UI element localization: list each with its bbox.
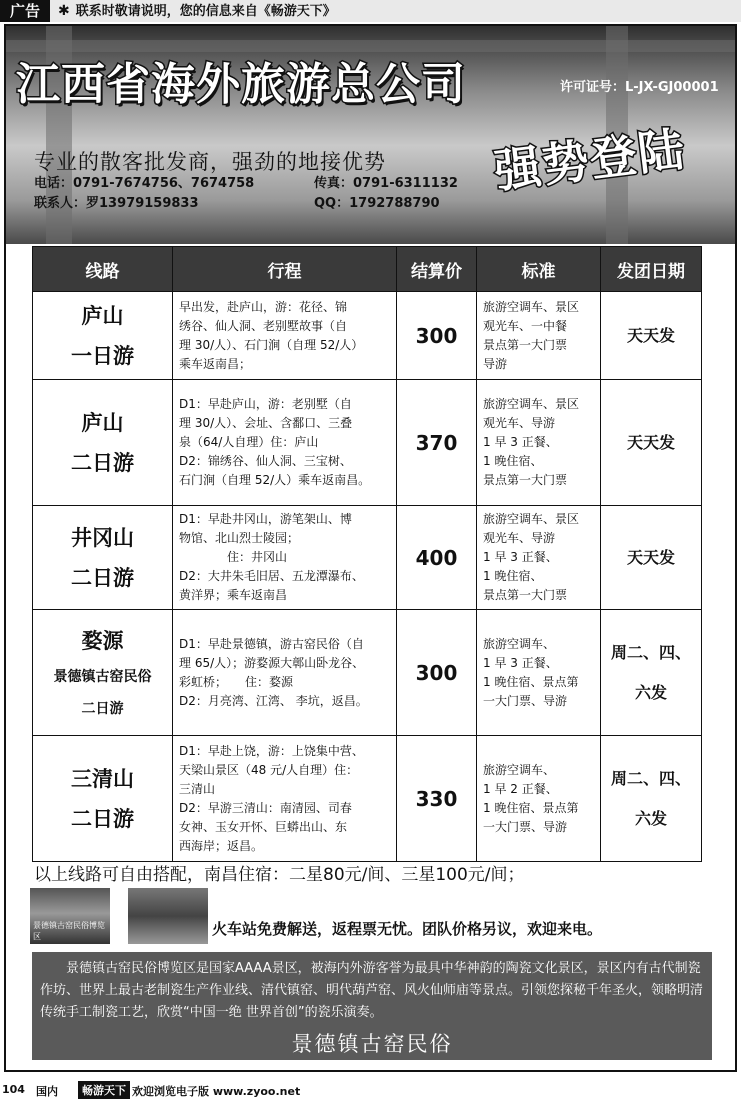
- route-price: 300: [397, 610, 477, 736]
- itinerary-line: D1：早赴上饶，游：上饶集中营、: [179, 743, 364, 758]
- route-name-line: 二日游: [71, 806, 134, 831]
- section-label: 国内: [36, 1085, 58, 1098]
- date-line: 六发: [634, 682, 667, 702]
- standard-line: 旅游空调车、景区: [483, 299, 580, 314]
- route-name: [33, 380, 173, 506]
- fax-label: 传真：: [314, 176, 354, 191]
- table-row: [33, 736, 702, 862]
- phone-value: 0791-7674756、7674758: [73, 176, 255, 191]
- route-name-line: 庐山: [81, 303, 124, 328]
- route-price: 370: [397, 380, 477, 506]
- route-itinerary: [173, 380, 397, 506]
- scenic-intro-text: 景德镇古窑民俗博览区是国家AAAA景区，被海内外游客誉为最具中华神韵的陶瓷文化景区，景区内有古代制瓷作坊、世界上最古老制瓷生产作业线、清代镇窑、明代葫芦窑、风火仙师庙等景点。引领您探秘千年圣火，领略明清传统手工制瓷工艺，欣赏“中国一绝 世界首创”的瓷乐演奏。: [40, 961, 704, 1020]
- table-header-row: [33, 247, 702, 292]
- route-itinerary: [173, 610, 397, 736]
- standard-line: 导游: [483, 356, 508, 371]
- standard-line: 旅游空调车、: [483, 636, 556, 651]
- scenic-sign: 景德镇古窑民俗: [291, 1032, 453, 1056]
- standard-line: 景点第一大门票: [483, 473, 568, 487]
- standard-line: 旅游空调车、景区: [483, 397, 580, 411]
- route-name-line: 二日游: [71, 450, 134, 475]
- route-name-line: 一日游: [71, 343, 134, 368]
- itinerary-line: 物馆、北山烈士陵园；: [179, 531, 300, 545]
- route-date: [601, 506, 702, 610]
- standard-line: 1 晚住宿、景点第: [483, 800, 579, 815]
- table-row: [33, 380, 702, 506]
- itinerary-line: 女神、玉女开怀、巨蟒出山、东: [179, 819, 348, 834]
- standard-line: 1 早 2 正餐、: [483, 781, 558, 796]
- standard-line: 1 早 3 正餐、: [483, 435, 558, 449]
- header-date: 发团日期: [601, 247, 702, 292]
- itinerary-line: D1：早赴景德镇，游古窑民俗（自: [179, 636, 364, 651]
- standard-line: 1 晚住宿、景点第: [483, 674, 579, 689]
- itinerary-line: 乘车返南昌；: [179, 356, 252, 371]
- contact-line: [34, 192, 199, 211]
- route-name-line: 二日游: [81, 700, 124, 717]
- standard-line: 旅游空调车、: [483, 762, 556, 777]
- route-name-line: 婺源: [81, 628, 124, 653]
- routes-table: [32, 246, 702, 862]
- route-date: [601, 292, 702, 380]
- route-date: [601, 736, 702, 862]
- route-itinerary: [173, 292, 397, 380]
- fax-line: [314, 172, 458, 191]
- date-line: 天天发: [626, 325, 675, 345]
- route-name-line: 庐山: [81, 410, 124, 435]
- top-banner: [0, 0, 741, 22]
- standard-line: 1 早 3 正餐、: [483, 550, 558, 564]
- qq-line: [314, 192, 440, 211]
- combo-note: 以上线路可自由搭配，南昌住宿：二星80元/间、三星100元/间；: [34, 865, 525, 885]
- itinerary-line: 理 30/人）、会址、含鄱口、三叠: [179, 416, 353, 430]
- itinerary-line: D2：早游三清山：南清园、司春: [179, 800, 352, 815]
- route-date: [601, 380, 702, 506]
- standard-line: 旅游空调车、景区: [483, 512, 580, 526]
- company-title: 江西省海外旅游总公司: [16, 59, 466, 110]
- standard-line: 景点第一大门票: [483, 337, 568, 352]
- date-line: 周二、四、: [610, 642, 691, 662]
- route-name: [33, 736, 173, 862]
- route-name-line: 井冈山: [71, 525, 134, 550]
- standard-line: 观光车、一中餐: [483, 318, 568, 333]
- itinerary-line: 黄洋界；乘车返南昌: [179, 588, 288, 602]
- standard-line: 1 晚住宿、: [483, 454, 543, 468]
- route-price: 300: [397, 292, 477, 380]
- standard-line: 景点第一大门票: [483, 588, 568, 602]
- route-date: [601, 610, 702, 736]
- phone-line: [34, 172, 254, 191]
- itinerary-line: 泉（64/人自理）住：庐山: [179, 435, 319, 449]
- qq-label: QQ：: [314, 196, 350, 211]
- itinerary-line: 早出发，赴庐山，游：花径、锦: [179, 299, 348, 314]
- qq-value: 1792788790: [349, 196, 440, 211]
- page-number: 104: [2, 1083, 25, 1096]
- itinerary-line: D1：早赴井冈山，游笔架山、博: [179, 512, 352, 526]
- route-name: [33, 506, 173, 610]
- route-price: 330: [397, 736, 477, 862]
- itinerary-line: 住：井冈山: [179, 550, 288, 564]
- launch-badge: 强势登陆: [491, 121, 689, 199]
- slogan: 专业的散客批发商，强劲的地接优势: [34, 150, 386, 174]
- itinerary-line: D2：大井朱毛旧居、五龙潭瀑布、: [179, 569, 364, 583]
- itinerary-line: 绣谷、仙人洞、老别墅故事（自: [179, 318, 348, 333]
- magazine-logo: 畅游天下: [78, 1081, 130, 1099]
- itinerary-line: 三清山: [179, 781, 216, 796]
- itinerary-line: 理 30/人）、石门涧（自理 52/人）: [179, 337, 364, 352]
- page-footer: [0, 1080, 741, 1100]
- date-line: 天天发: [626, 547, 675, 567]
- route-standard: [477, 380, 601, 506]
- route-standard: [477, 610, 601, 736]
- contact-label: 联系人：: [34, 196, 87, 211]
- table-row: [33, 610, 702, 736]
- itinerary-line: 天梁山景区（48 元/人自理）住：: [179, 762, 359, 777]
- standard-line: 观光车、导游: [483, 531, 556, 545]
- route-itinerary: [173, 506, 397, 610]
- star-icon: ✱: [58, 3, 70, 19]
- itinerary-line: 西海岸；返昌。: [179, 838, 264, 853]
- standard-line: 1 早 3 正餐、: [483, 655, 558, 670]
- standard-line: 观光车、导游: [483, 416, 556, 430]
- photo-caption: 景德镇古窑民俗博览区: [33, 921, 105, 941]
- route-itinerary: [173, 736, 397, 862]
- itinerary-line: D1：早赴庐山，游：老别墅（自: [179, 397, 352, 411]
- table-row: [33, 506, 702, 610]
- date-line: 六发: [634, 808, 667, 828]
- date-line: 周二、四、: [610, 768, 691, 788]
- ad-label: 广告: [0, 0, 50, 22]
- itinerary-line: 彩虹桥； 住：婺源: [179, 674, 294, 689]
- table-row: [33, 292, 702, 380]
- itinerary-line: 理 65/人）；游婺源大鄣山卧龙谷、: [179, 655, 365, 670]
- route-name-line: 三清山: [71, 766, 134, 791]
- route-standard: [477, 736, 601, 862]
- route-price: 400: [397, 506, 477, 610]
- contact-value: 罗13979159833: [86, 196, 199, 211]
- phone-label: 电话：: [34, 176, 74, 191]
- date-line: 天天发: [626, 432, 675, 452]
- header-price: 结算价: [397, 247, 477, 292]
- standard-line: 一大门票、导游: [483, 693, 568, 708]
- fax-value: 0791-6311132: [353, 176, 458, 191]
- website-tagline: 欢迎浏览电子版 www.zyoo.net: [132, 1085, 301, 1098]
- craftsman-photo: [128, 888, 208, 944]
- route-name-line: 景德镇古窑民俗: [53, 668, 152, 685]
- scenic-intro-box: [32, 952, 712, 1060]
- route-name-line: 二日游: [71, 565, 134, 590]
- itinerary-line: D2：锦绣谷、仙人洞、三宝树、: [179, 454, 352, 468]
- photo-strip: [30, 888, 208, 944]
- itinerary-line: 石门涧（自理 52/人）乘车返南昌。: [179, 473, 371, 487]
- transfer-note: 火车站免费解送，返程票无忧。团队价格另议，欢迎来电。: [212, 920, 603, 938]
- route-standard: [477, 506, 601, 610]
- standard-line: 一大门票、导游: [483, 819, 568, 834]
- license-number: 许可证号：L-JX-GJ00001: [560, 80, 719, 95]
- route-name: [33, 610, 173, 736]
- header-route: 线路: [33, 247, 173, 292]
- header-standard: 标准: [477, 247, 601, 292]
- route-name: [33, 292, 173, 380]
- header-itinerary: 行程: [173, 247, 397, 292]
- source-notice: [58, 0, 336, 22]
- itinerary-line: D2：月亮湾、江湾、 李坑，返昌。: [179, 693, 368, 708]
- notice-text: 联系时敬请说明，您的信息来自《畅游天下》: [75, 4, 336, 19]
- standard-line: 1 晚住宿、: [483, 569, 543, 583]
- route-standard: [477, 292, 601, 380]
- kiln-photo: [30, 888, 110, 944]
